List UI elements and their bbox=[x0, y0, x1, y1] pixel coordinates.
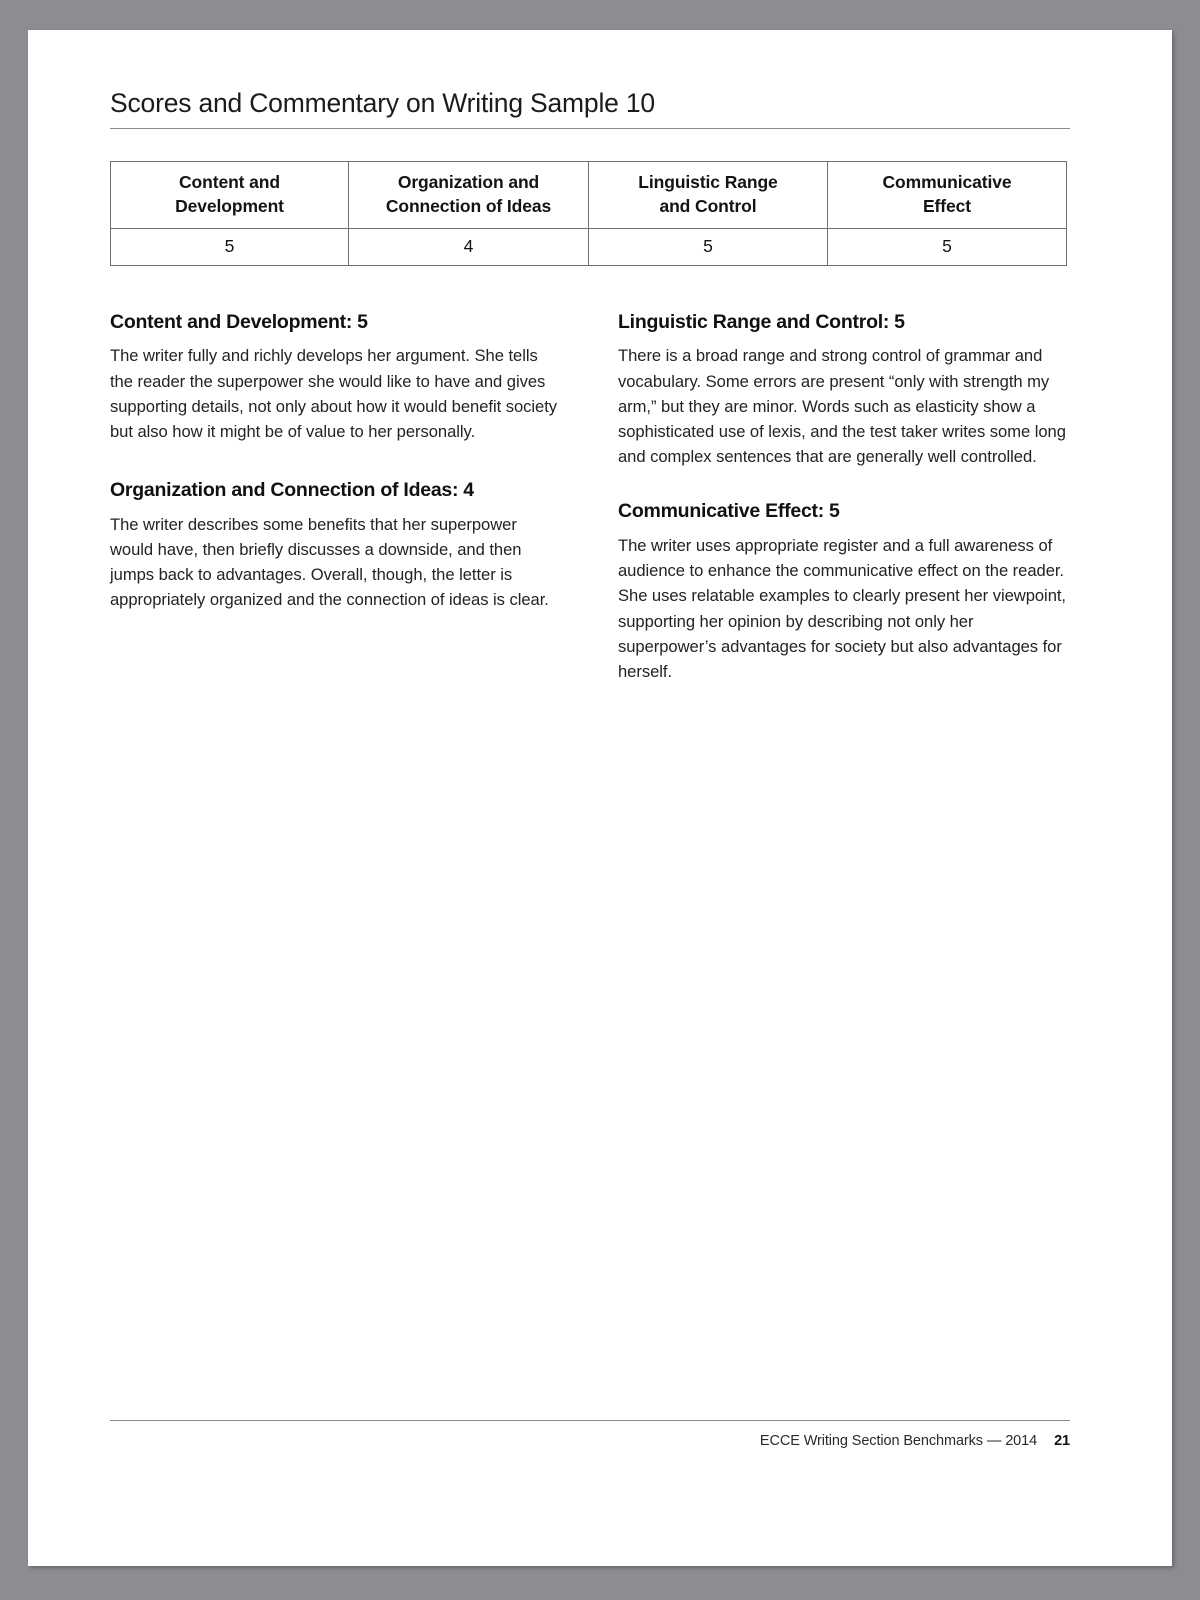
header-line-2: Development bbox=[175, 195, 284, 216]
heading-label: Content and Development: bbox=[110, 311, 353, 333]
header-line-1: Linguistic Range bbox=[638, 172, 778, 193]
heading-score: 5 bbox=[357, 311, 368, 333]
page-content bbox=[110, 88, 1070, 1508]
header-line-2: Connection of Ideas bbox=[385, 195, 552, 216]
commentary-heading-communicative-effect bbox=[618, 499, 1070, 523]
header-line-1: Communicative bbox=[882, 172, 1012, 193]
commentary-section-communicative-effect bbox=[618, 499, 1070, 684]
header-line-2: and Control bbox=[659, 195, 757, 216]
page-title: Scores and Commentary on Writing Sample 10 bbox=[110, 88, 655, 118]
header-line-1: Content and bbox=[179, 172, 280, 193]
commentary-section-linguistic-range bbox=[618, 310, 1070, 469]
heading-score: 4 bbox=[463, 479, 474, 502]
header-line-1: Organization and bbox=[397, 172, 540, 193]
footer-text bbox=[110, 1433, 1070, 1449]
commentary-heading-content-development bbox=[110, 310, 562, 334]
score-value-content-development: 5 bbox=[111, 229, 349, 266]
heading-label: Linguistic Range and Control: bbox=[618, 311, 890, 333]
table-header-linguistic-range bbox=[589, 162, 828, 229]
heading-label: Organization and Connection of Ideas: bbox=[110, 479, 459, 502]
table-header-content-development bbox=[111, 162, 349, 229]
commentary-column-right bbox=[618, 310, 1070, 714]
commentary-heading-organization-connection bbox=[110, 478, 562, 502]
score-value-organization-connection: 4 bbox=[349, 229, 589, 266]
commentary-columns bbox=[110, 310, 1070, 714]
commentary-section-content-development bbox=[110, 310, 562, 444]
page-sheet bbox=[28, 30, 1172, 1566]
heading-score: 5 bbox=[829, 500, 840, 523]
commentary-heading-linguistic-range bbox=[618, 310, 1070, 334]
header-line-2: Effect bbox=[922, 195, 972, 216]
commentary-section-organization-connection bbox=[110, 478, 562, 612]
footer-source: ECCE Writing Section Benchmarks — 2014 bbox=[759, 1433, 1038, 1449]
commentary-body-linguistic-range: There is a broad range and strong control of grammar and vocabulary. Some errors are present “only with strength my arm,” but they are minor. Words such as elasticity show a sophisticated use of lexis, and the test taker writes some long and complex sentences that are generally well controlled. bbox=[618, 346, 1066, 467]
page-number: 21 bbox=[1054, 1433, 1070, 1449]
table-row-headers bbox=[111, 162, 1067, 229]
commentary-column-left bbox=[110, 310, 562, 714]
score-value-communicative-effect: 5 bbox=[828, 229, 1067, 266]
heading-score: 5 bbox=[894, 311, 905, 333]
commentary-body-organization-connection: The writer describes some benefits that her superpower would have, then briefly discusses a downside, and then jumps back to advantages. Overall, though, the letter is appropriately organized and the connection of ideas is clear. bbox=[110, 514, 549, 610]
scores-table bbox=[110, 161, 1067, 266]
table-row-scores bbox=[111, 229, 1067, 266]
page-footer bbox=[110, 1420, 1070, 1449]
commentary-body-content-development: The writer fully and richly develops her argument. She tells the reader the superpower she would like to have and gives supporting details, not only about how it would benefit society but also how it might be of value to her personally. bbox=[110, 346, 558, 442]
heading-label: Communicative Effect: bbox=[618, 500, 825, 523]
footer-divider bbox=[110, 1420, 1070, 1421]
score-value-linguistic-range: 5 bbox=[589, 229, 828, 266]
table-header-organization-connection bbox=[349, 162, 589, 229]
title-divider bbox=[110, 128, 1070, 129]
table-header-communicative-effect bbox=[828, 162, 1067, 229]
commentary-body-communicative-effect: The writer uses appropriate register and a full awareness of audience to enhance the communicative effect on the reader. She uses relatable examples to clearly present her viewpoint, supporting her opinion by describing not only her superpower’s advantages for society but also advantages for herself. bbox=[618, 535, 1066, 681]
